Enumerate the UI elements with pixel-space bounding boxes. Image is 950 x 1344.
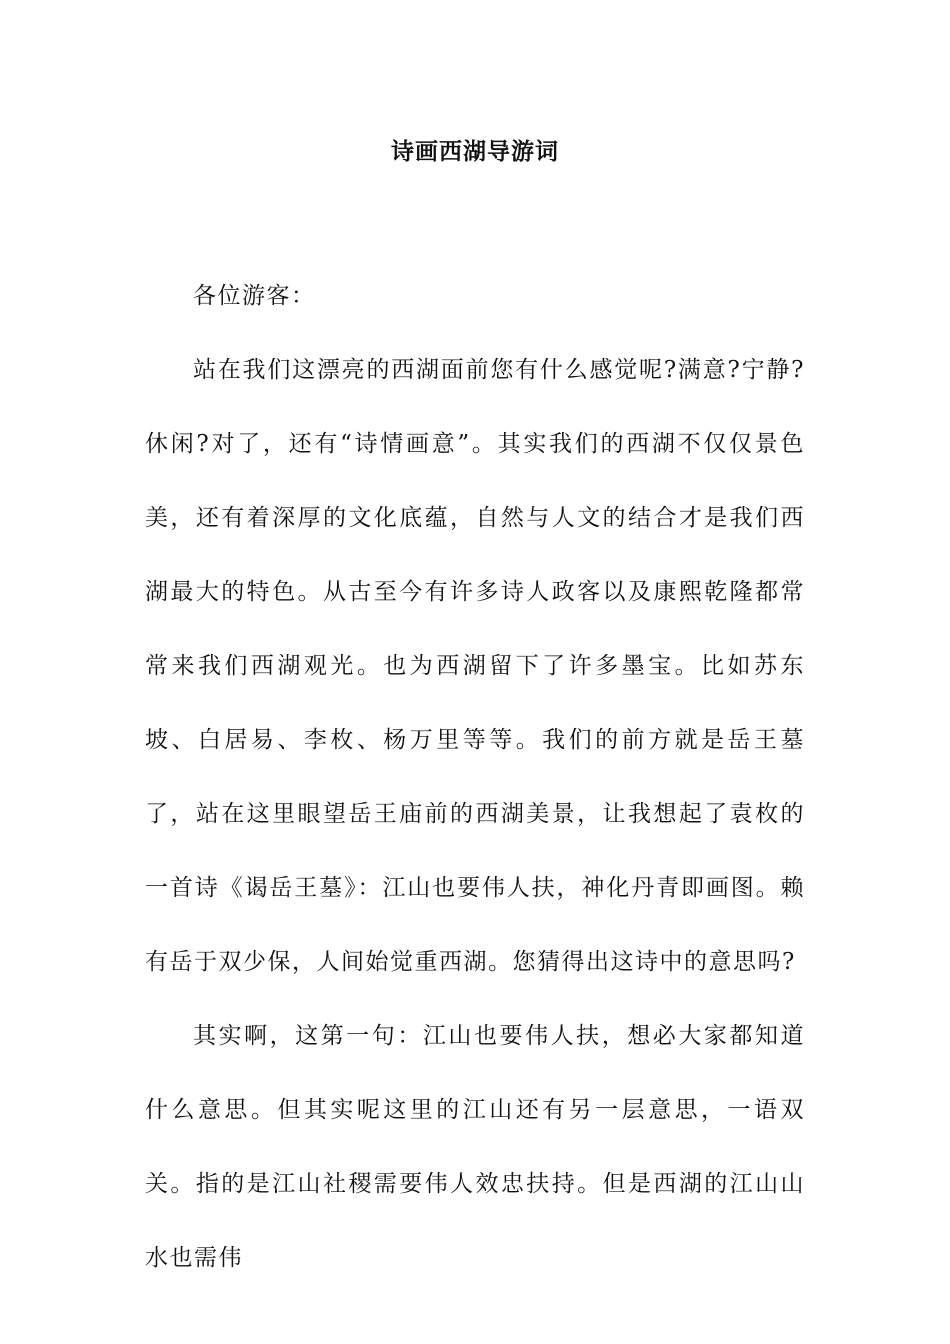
paragraph-explanation: 其实啊，这第一句：江山也要伟人扶，想必大家都知道什么意思。但其实呢这里的江山还有另一层意思，一语双关。指的是江山社稷需要伟人效忠扶持。但是西湖的江山山水也需伟 [145, 1023, 805, 1271]
paragraph-intro: 站在我们这漂亮的西湖面前您有什么感觉呢?满意?宁静?休闲?对了，还有“诗情画意”。其实我们的西湖不仅仅景色美，还有着深厚的文化底蕴，自然与人文的结合才是我们西湖最大的特色。从古至今有许多诗人政客以及康熙乾隆都常常来我们西湖观光。也为西湖留下了许多墨宝。比如苏东坡、白居易、李枚、杨万里等等。我们的前方就是岳王墓了，站在这里眼望岳王庙前的西湖美景，让我想起了袁枚的一首诗《谒岳王墓》：江山也要伟人扶，神化丹青即画图。赖有岳于双少保，人间始觉重西湖。您猜得出这诗中的意思吗? [145, 357, 805, 975]
document-body [145, 259, 805, 1295]
paragraph-greeting: 各位游客： [193, 283, 316, 309]
document-title: 诗画西湖导游词 [391, 138, 559, 165]
